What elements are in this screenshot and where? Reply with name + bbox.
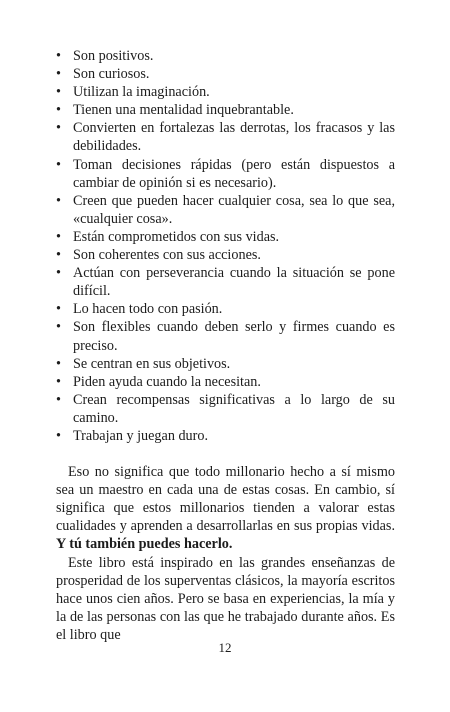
bullet-icon: • [56,319,61,336]
bullet-item [56,264,395,300]
bullet-text: Crean recompensas significativas a lo largo de su camino. [73,391,395,426]
bullet-item [56,427,395,445]
bullet-text: Creen que pueden hacer cualquier cosa, sea lo que sea, «cualquier cosa». [73,192,395,227]
bullet-icon: • [56,427,61,444]
bullet-text: Son coherentes con sus acciones. [73,247,261,264]
bullet-text: Están comprometidos con sus vidas. [73,228,280,245]
bullet-item [56,246,395,264]
bullet-icon: • [56,391,61,408]
bullet-icon: • [56,102,61,119]
paragraph-significance-text: Eso no significa que todo millonario hecho a sí mismo sea un maestro en cada una de estas cosas. En cambio, sí significa que estos millonarios tienden a valorar estas cualidades y aprenden a desarrollarlas en sus propias vidas. [56,464,395,535]
bullet-text: Convierten en fortalezas las derrotas, los fracasos y las debilidades. [73,120,395,155]
bullet-icon: • [56,301,61,318]
bullet-item [56,47,395,65]
bullet-item [56,83,395,101]
paragraph-book-inspiration: Este libro está inspirado en las grandes enseñanzas de prosperidad de los superventas clásicos, la mayoría escritos hace unos cien años. Pero se basa en experiencias, la mía y la de las personas con las que he trabajado durante años. Es el libro que [56,554,395,643]
bullet-item [56,119,395,155]
bullet-icon: • [56,192,61,209]
bullet-text: Trabajan y juegan duro. [73,427,209,444]
bullet-item [56,101,395,119]
bullet-text: Son curiosos. [73,66,150,83]
body-text [56,47,395,644]
bullet-text: Utilizan la imaginación. [73,84,210,101]
bullet-text: Lo hacen todo con pasión. [73,301,223,318]
bullet-text: Tienen una mentalidad inquebrantable. [73,102,294,119]
bullet-item [56,391,395,427]
bullet-text: Son flexibles cuando deben serlo y firmes cuando es preciso. [73,319,395,354]
bullet-text: Se centran en sus objetivos. [73,355,231,372]
bullet-item [56,355,395,373]
paragraph-significance [56,463,395,553]
paragraph-significance-bold: Y tú también puedes hacerlo. [56,536,233,553]
bullet-icon: • [56,247,61,264]
bullet-text: Piden ayuda cuando la necesitan. [73,373,261,390]
bullet-icon: • [56,373,61,390]
bullet-icon: • [56,355,61,372]
bullet-item [56,373,395,391]
bullet-item [56,156,395,192]
bullet-text: Son positivos. [73,48,154,64]
bullet-text: Actúan con perseverancia cuando la situación se pone difícil. [73,265,395,300]
bullet-icon: • [56,84,61,101]
bullet-icon: • [56,228,61,245]
bullet-item [56,192,395,228]
bullet-item [56,318,395,354]
bullet-icon: • [56,120,61,137]
bullet-item [56,228,395,246]
bullet-icon: • [56,48,61,64]
page-number: 12 [218,640,232,655]
bullet-icon: • [56,265,61,282]
bullet-item [56,65,395,83]
bullet-item [56,300,395,318]
bullet-text: Toman decisiones rápidas (pero están dispuestos a cambiar de opinión si es necesario). [73,156,395,191]
bullet-icon: • [56,66,61,83]
bullet-icon: • [56,156,61,173]
qualities-bullet-list [56,47,395,445]
